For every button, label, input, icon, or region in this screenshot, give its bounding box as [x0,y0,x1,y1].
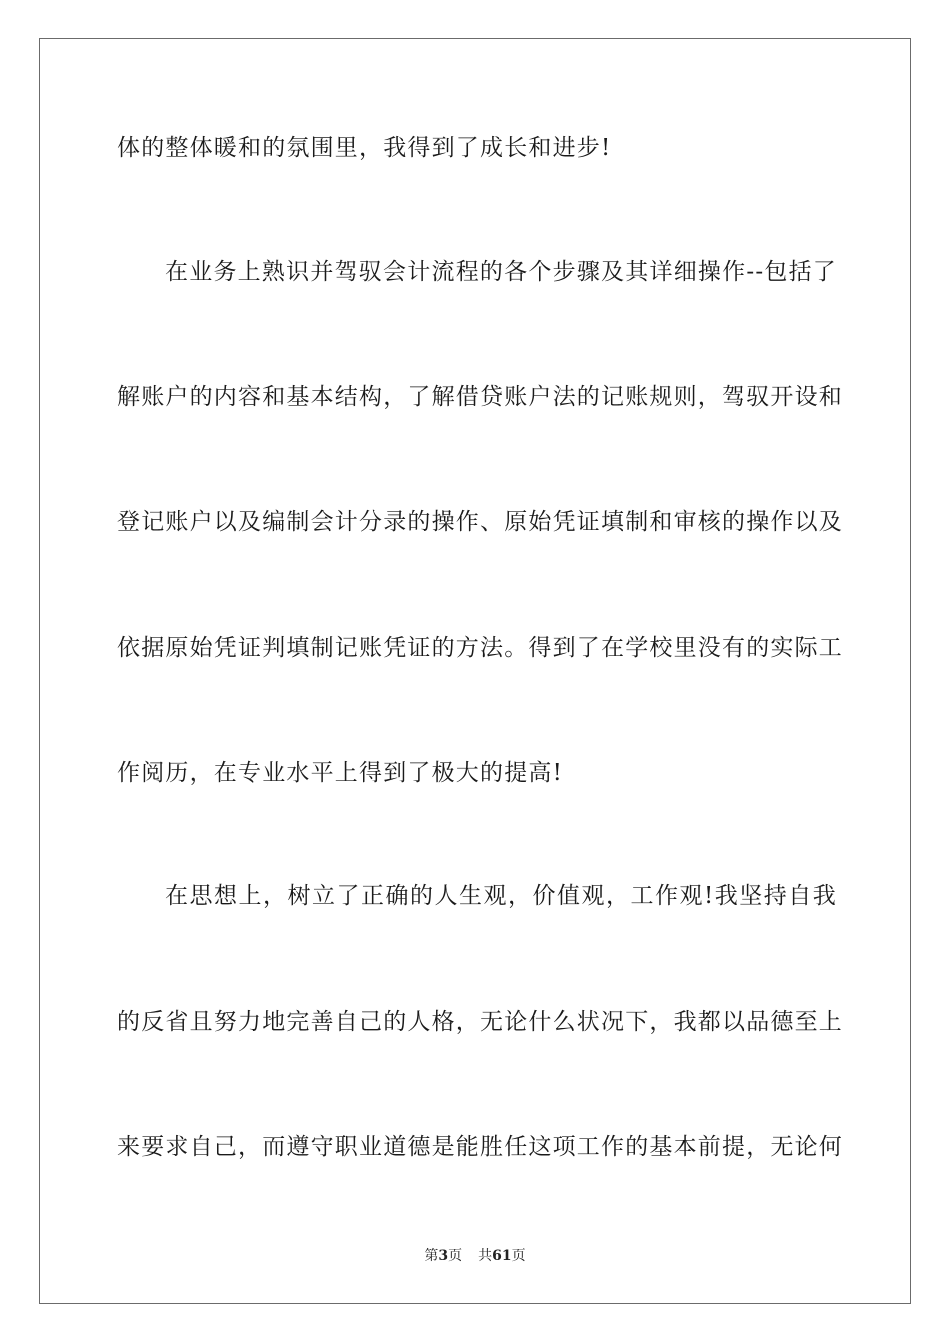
text-line: 作阅历，在专业水平上得到了极大的提高! [117,760,564,786]
text-line: 的反省且努力地完善自己的人格，无论什么状况下，我都以品德至上 [117,1009,843,1035]
text-line: 登记账户以及编制会计分录的操作、原始凭证填制和审核的操作以及 [117,509,843,535]
text-line: 来要求自己，而遵守职业道德是能胜任这项工作的基本前提，无论何 [117,1134,843,1160]
page-footer [0,1246,950,1266]
page-number: 3 [438,1248,449,1264]
total-prefix: 共 [478,1248,493,1264]
paragraph-start-line: 在业务上熟识并驾驭会计流程的各个步骤及其详细操作--包括了 [165,259,837,285]
total-suffix: 页 [511,1248,526,1264]
text-line: 依据原始凭证判填制记账凭证的方法。得到了在学校里没有的实际工 [117,635,843,661]
text-line: 体的整体暖和的氛围里，我得到了成长和进步! [117,135,612,161]
paragraph-start-line: 在思想上，树立了正确的人生观，价值观，工作观!我坚持自我 [165,883,837,909]
total-pages: 61 [492,1248,512,1264]
text-line: 解账户的内容和基本结构，了解借贷账户法的记账规则，驾驭开设和 [117,384,843,410]
page-border [39,38,911,1304]
page-suffix: 页 [448,1248,463,1264]
page-prefix: 第 [424,1248,439,1264]
